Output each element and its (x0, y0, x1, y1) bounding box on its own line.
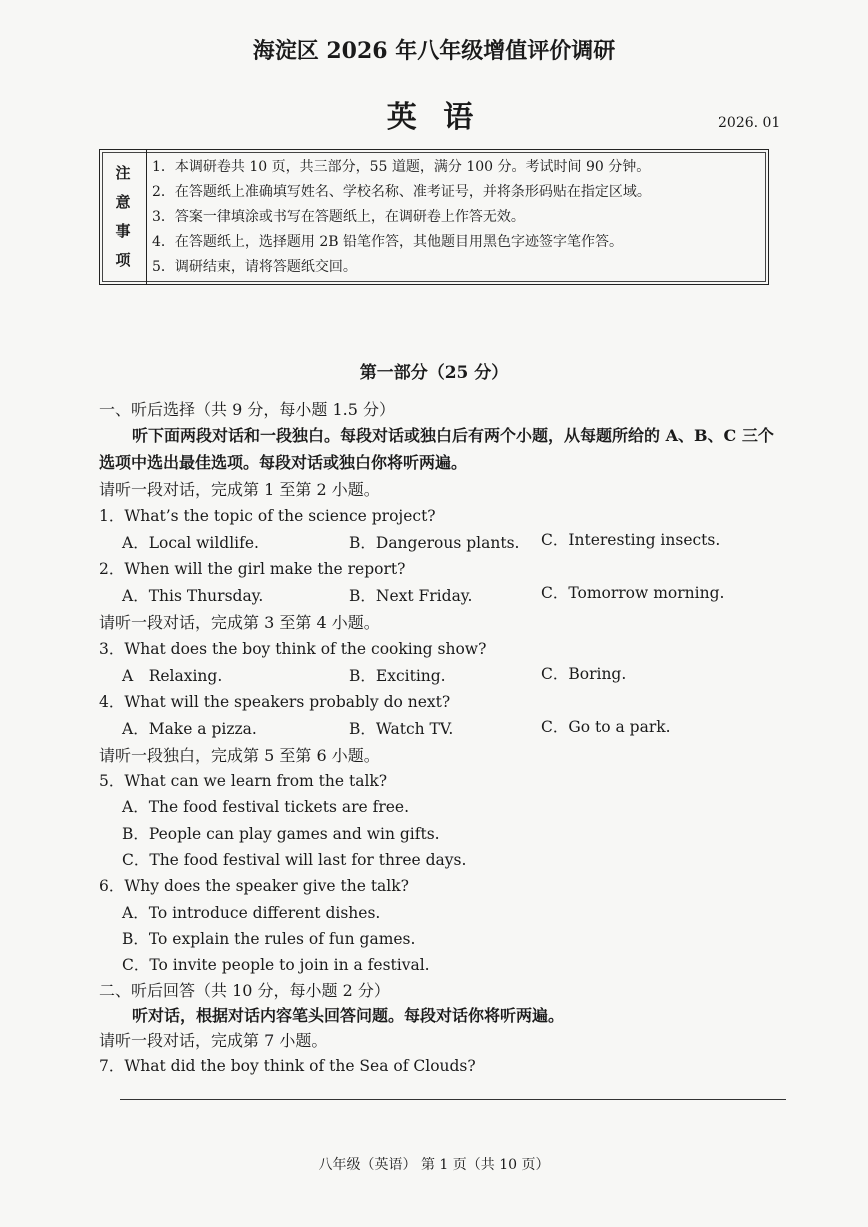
section-heading: 一、听后选择（共 9 分，每小题 1.5 分） (99, 400, 395, 419)
option-c: C．Boring. (541, 665, 627, 683)
section-instruction: 听下面两段对话和一段独白。每段对话或独白后有两个小题，从每题所给的 A、B、C 三个 (132, 426, 774, 445)
monologue-instruction: 请听一段独白，完成第 5 至第 6 小题。 (99, 746, 380, 765)
question-stem: 5．What can we learn from the talk? (99, 772, 388, 790)
option-b: B．To explain the rules of fun games. (122, 930, 416, 948)
answer-line (120, 1099, 786, 1100)
option-a: A Relaxing. (122, 667, 223, 685)
question-stem: 4．What will the speakers probably do next? (99, 693, 451, 711)
notice-label-char: 项 (115, 251, 131, 269)
option-b: B．Dangerous plants. (349, 534, 520, 552)
section-instruction: 听对话，根据对话内容笔头回答问题。每段对话你将听两遍。 (132, 1006, 565, 1025)
exam-date: 2026. 01 (718, 115, 781, 131)
question-stem: 6．Why does the speaker give the talk? (99, 877, 409, 895)
option-c: C．The food festival will last for three days. (122, 851, 467, 869)
option-a: A．Make a pizza. (122, 720, 257, 738)
section-instruction: 选项中选出最佳选项。每段对话或独白你将听两遍。 (99, 453, 468, 472)
exam-title: 海淀区 2026 年八年级增值评价调研 (252, 38, 616, 64)
question-stem: 2．When will the girl make the report? (99, 560, 406, 578)
notice-label-char: 注 (115, 164, 131, 182)
notice-list (152, 155, 651, 280)
dialog-instruction: 请听一段对话，完成第 1 至第 2 小题。 (99, 480, 380, 499)
option-c: C．Interesting insects. (541, 531, 721, 549)
question-stem: 1．What’s the topic of the science project? (99, 507, 436, 525)
section-heading: 二、听后回答（共 10 分，每小题 2 分） (99, 981, 390, 1000)
notice-label-char: 意 (115, 193, 131, 211)
option-a: A．Local wildlife. (122, 534, 259, 552)
dialog-instruction: 请听一段对话，完成第 3 至第 4 小题。 (99, 613, 380, 632)
option-b: B．People can play games and win gifts. (122, 825, 440, 843)
notice-item: 2．在答题纸上准确填写姓名、学校名称、准考证号，并将条形码贴在指定区域。 (152, 184, 651, 200)
notice-item: 3．答案一律填涂或书写在答题纸上，在调研卷上作答无效。 (152, 209, 525, 225)
page-footer: 八年级（英语） 第 1 页（共 10 页） (318, 1157, 550, 1173)
option-c: C．To invite people to join in a festival. (122, 956, 430, 974)
subject-title: 英 语 (386, 100, 482, 135)
notice-item: 5．调研结束，请将答题纸交回。 (152, 259, 357, 275)
option-b: B．Exciting. (349, 667, 446, 685)
option-b: B．Next Friday. (349, 587, 473, 605)
option-c: C．Tomorrow morning. (541, 584, 725, 602)
option-a: A．To introduce different dishes. (122, 904, 381, 922)
dialog-instruction: 请听一段对话，完成第 7 小题。 (99, 1031, 328, 1050)
notice-item: 4．在答题纸上，选择题用 2B 铅笔作答，其他题目用黑色字迹签字笔作答。 (152, 234, 624, 250)
question-stem: 7．What did the boy think of the Sea of Clouds? (99, 1057, 476, 1075)
part-title: 第一部分（25 分） (359, 363, 509, 383)
option-c: C．Go to a park. (541, 718, 671, 736)
option-a: A．The food festival tickets are free. (122, 798, 410, 816)
notice-box (99, 149, 769, 285)
option-a: A．This Thursday. (122, 587, 264, 605)
notice-item: 1．本调研卷共 10 页，共三部分，55 道题，满分 100 分。考试时间 90 分钟。 (152, 159, 651, 175)
option-b: B．Watch TV. (349, 720, 454, 738)
notice-label-char: 事 (115, 222, 131, 240)
notice-label (100, 150, 147, 284)
question-stem: 3．What does the boy think of the cooking show? (99, 640, 487, 658)
